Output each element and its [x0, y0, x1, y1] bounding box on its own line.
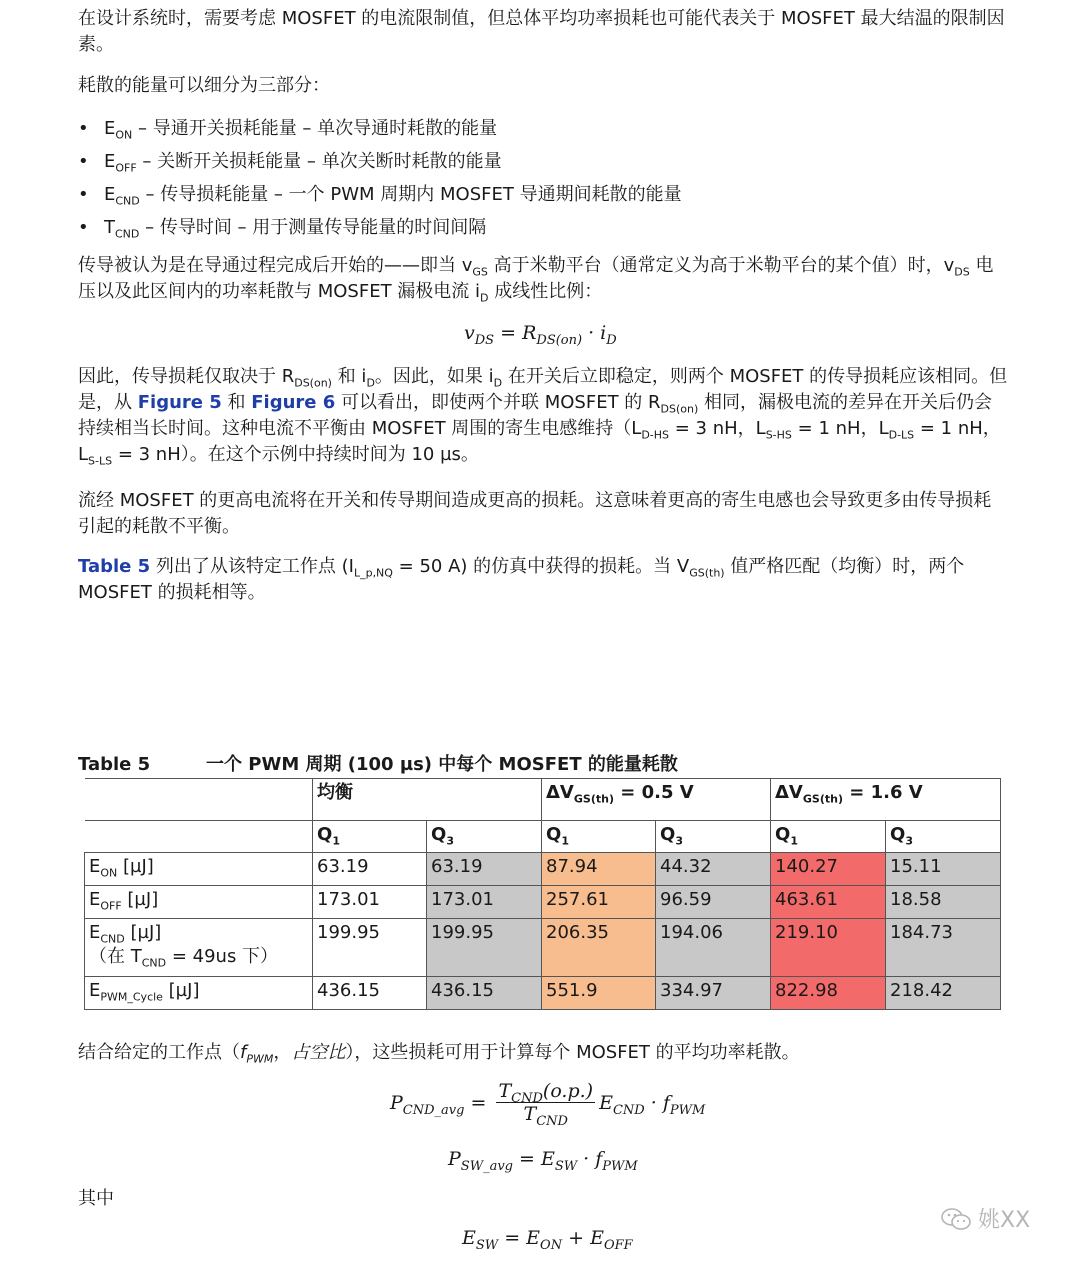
- table-caption: Table 5 一个 PWM 周期 (100 µs) 中每个 MOSFET 的能量耗散: [78, 754, 678, 775]
- table-row: [85, 853, 1001, 886]
- column-header: $Q_1$: [771, 821, 886, 853]
- table-cell: 63.19: [313, 853, 427, 886]
- table-cell: 822.98: [771, 977, 886, 1010]
- wechat-icon: [940, 1206, 972, 1232]
- group-header: $\Delta V_{GS(th)} = 1.6$ V: [771, 779, 1001, 821]
- list-item: • $E_{CND}$ – 传导损耗能量 – 一个 PWM 周期内 MOSFET 导通期间耗散的能量: [78, 178, 682, 211]
- equation-pcnd: $P_{CND\_avg}$ = $T_{CND}(o.p.)$ $T_{CND}$ $E_{CND} \cdot f_{PWM}$: [390, 1080, 706, 1129]
- watermark-text: 姚XX: [978, 1208, 1031, 1233]
- equation-vds: $v_{DS} = R_{DS(on)} \cdot i_D$: [464, 322, 617, 348]
- paragraph-current-imbalance: 因此，传导损耗仅取决于 $R_{DS(on)}$ 和 $i_D$。因此，如果 $i_D$ 在开关后立即稳定，则两个 MOSFET 的传导损耗应该相同。但是，从 Figure 5 和 Figure 6 可以看出，即使两个并联 MOSFET 的 $R_{DS(on)}$ 相同，漏极电流的差异在开关后仍会持续相当长时间。这种电流不平衡由 MOSFET 周围的寄生电感维持（$L_{D-HS} = 3$ nH，$L_{S-HS} = 1$ nH，$L_{D-LS} = 1$ nH，$L_{S-LS} = 3$ nH）。在这个示例中持续时间为 10 µs。: [78, 366, 1008, 468]
- paragraph-operating-point: 结合给定的工作点（$f_{PWM}$，占空比），这些损耗可用于计算每个 MOSFET 的平均功率耗散。: [78, 1042, 800, 1066]
- paragraph-table-ref: Table 5 列出了从该特定工作点 ($I_{L\_p,NQ} = 50$ A) 的仿真中获得的损耗。当 $V_{GS(th)}$ 值严格匹配（均衡）时，两个 MOSFET 的损耗相等。: [78, 556, 965, 603]
- table-cell: 15.11: [886, 853, 1001, 886]
- paragraph-intro: 在设计系统时，需要考虑 MOSFET 的电流限制值，但总体平均功率损耗也可能代表关于 MOSFET 最大结温的限制因素。: [78, 8, 1005, 55]
- table-cell: 206.35: [542, 919, 656, 977]
- table-subheader-row: [85, 821, 1001, 853]
- table-cell: 436.15: [313, 977, 427, 1010]
- table-5-link[interactable]: Table 5: [78, 556, 151, 577]
- table-row: [85, 977, 1001, 1010]
- table-cell: 184.73: [886, 919, 1001, 977]
- table-cell: 87.94: [542, 853, 656, 886]
- table-cell: 44.32: [656, 853, 771, 886]
- paragraph-energy-split: 耗散的能量可以细分为三部分：: [78, 75, 330, 96]
- figure-5-link[interactable]: Figure 5: [137, 392, 222, 413]
- group-header: 均衡: [313, 779, 542, 821]
- column-header: $Q_1$: [313, 821, 427, 853]
- column-header: $Q_3$: [427, 821, 542, 853]
- list-item: • $E_{OFF}$ – 关断开关损耗能量 – 单次关断时耗散的能量: [78, 145, 682, 178]
- list-item: • $E_{ON}$ – 导通开关损耗能量 – 单次导通时耗散的能量: [78, 112, 682, 145]
- table-cell: 96.59: [656, 886, 771, 919]
- table-cell: 436.15: [427, 977, 542, 1010]
- table-cell: 199.95: [313, 919, 427, 977]
- row-label: $E_{ON}$ [µJ]: [85, 853, 313, 886]
- table-header-row: [85, 779, 1001, 821]
- watermark: [940, 1203, 1030, 1234]
- table-cell: 257.61: [542, 886, 656, 919]
- column-header: $Q_1$: [542, 821, 656, 853]
- table-cell: 334.97: [656, 977, 771, 1010]
- table-cell: 173.01: [313, 886, 427, 919]
- figure-6-link[interactable]: Figure 6: [251, 392, 336, 413]
- paragraph-where: 其中: [78, 1188, 114, 1209]
- equation-esw: $E_{SW} = E_{ON} + E_{OFF}$: [462, 1227, 633, 1253]
- list-item: • $T_{CND}$ – 传导时间 – 用于测量传导能量的时间间隔: [78, 211, 682, 244]
- column-header: $Q_3$: [886, 821, 1001, 853]
- row-label: $E_{OFF}$ [µJ]: [85, 886, 313, 919]
- equation-psw: $P_{SW\_avg} = E_{SW} \cdot f_{PWM}$: [448, 1148, 638, 1174]
- group-header: $\Delta V_{GS(th)} = 0.5$ V: [542, 779, 771, 821]
- table-cell: 218.42: [886, 977, 1001, 1010]
- paragraph-higher-loss: 流经 MOSFET 的更高电流将在开关和传导期间造成更高的损耗。这意味着更高的寄生电感也会导致更多由传导损耗引起的耗散不平衡。: [78, 490, 992, 537]
- row-label: $E_{PWM\_Cycle}$ [µJ]: [85, 977, 313, 1010]
- table-cell: 551.9: [542, 977, 656, 1010]
- column-header: $Q_3$: [656, 821, 771, 853]
- table-cell: 140.27: [771, 853, 886, 886]
- fraction: $T_{CND}(o.p.)$ $T_{CND}$: [498, 1080, 594, 1129]
- energy-table: [84, 778, 1001, 1010]
- table-row: [85, 886, 1001, 919]
- table-cell: 463.61: [771, 886, 886, 919]
- row-label: $E_{CND}$ [µJ] （在 $T_{CND} = 49us$ 下）: [85, 919, 313, 977]
- table-cell: 63.19: [427, 853, 542, 886]
- table-cell: 199.95: [427, 919, 542, 977]
- energy-list: [78, 112, 682, 244]
- table-cell: 173.01: [427, 886, 542, 919]
- table-row: [85, 919, 1001, 977]
- table-cell: 18.58: [886, 886, 1001, 919]
- table-cell: 219.10: [771, 919, 886, 977]
- paragraph-conduction: 传导被认为是在导通过程完成后开始的——即当 $v_{GS}$ 高于米勒平台（通常定义为高于米勒平台的某个值）时，$v_{DS}$ 电压以及此区间内的功率耗散与 MOSFET 漏极电流 $i_D$ 成线性比例：: [78, 255, 994, 305]
- table-cell: 194.06: [656, 919, 771, 977]
